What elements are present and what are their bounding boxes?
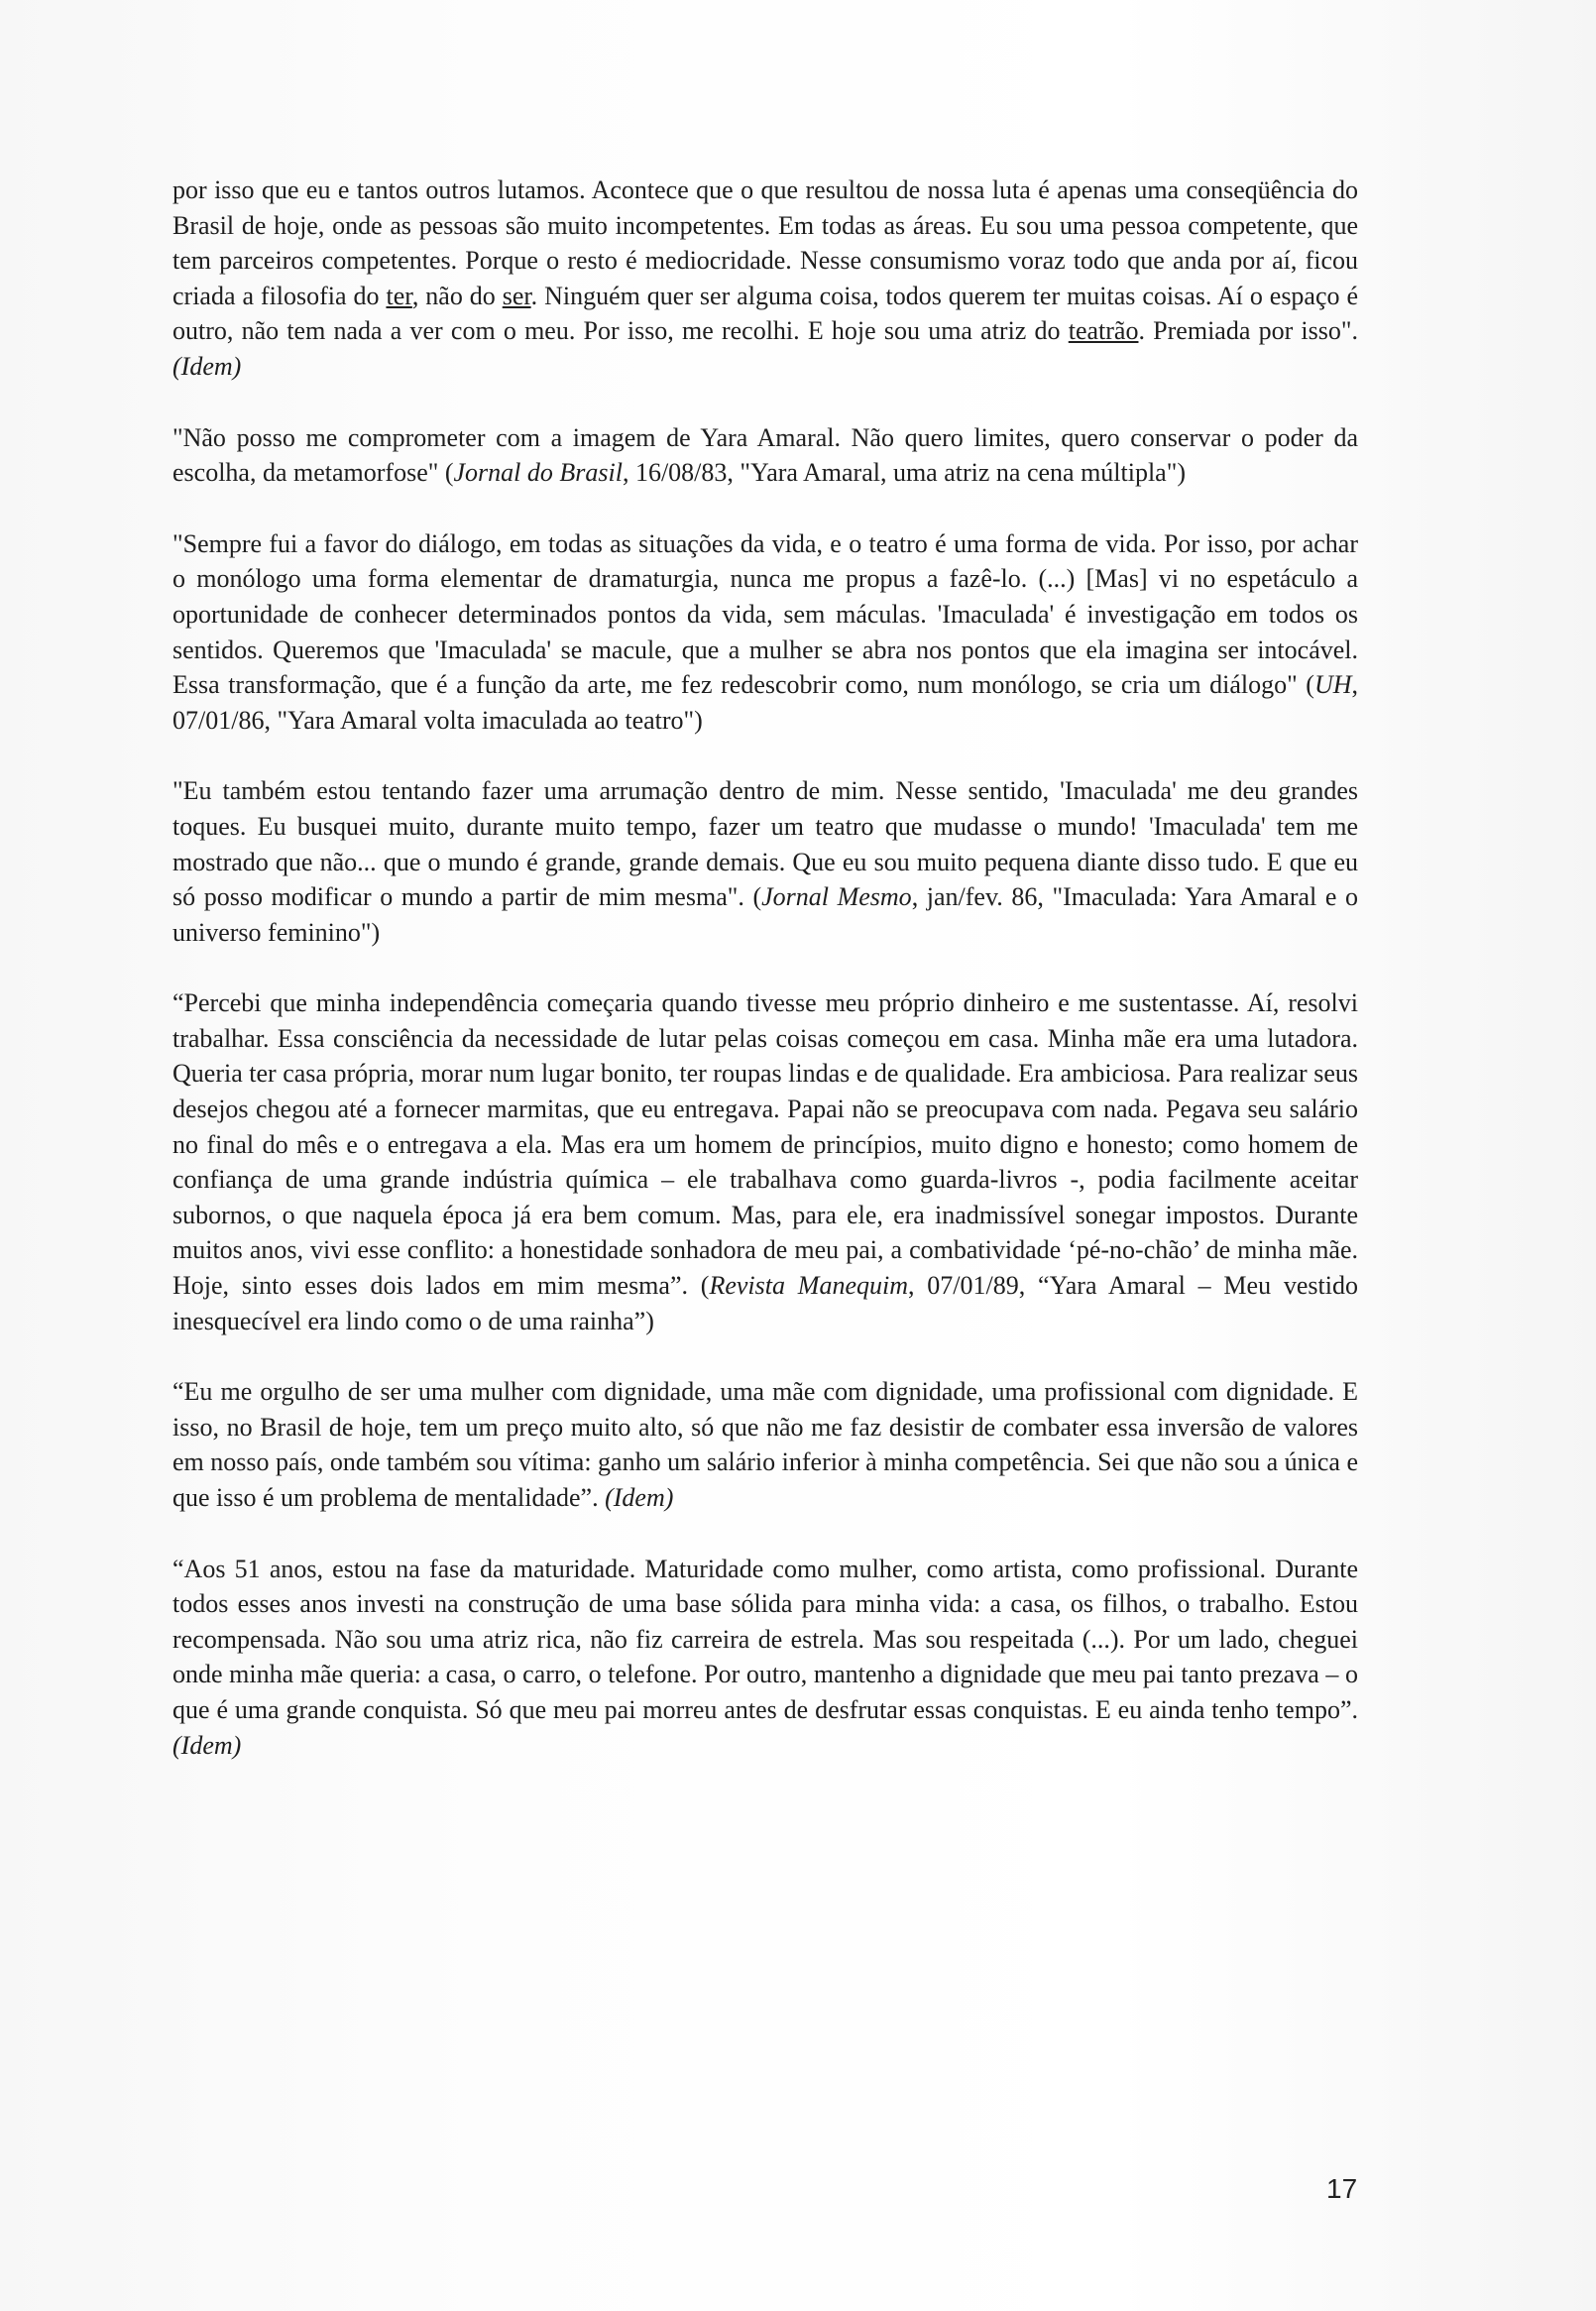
body-text: [172, 173, 1358, 1763]
citation-italic: Jornal do Brasil: [453, 458, 623, 488]
underlined-word: ser: [502, 281, 531, 310]
underlined-word: ter: [386, 281, 412, 310]
text-run: “Aos 51 anos, estou na fase da maturidade. Maturidade como mulher, como artista, como profissional. Durante todos esses anos investi na construção de uma base sólida para minha vida: a casa, os filhos, o trabalho. Estou recompensada. Não sou uma atriz rica, não fiz carreira de estrela. Mas sou respeitada (...). Por um lado, cheguei onde minha mãe queria: a casa, o carro, o telefone. Por outro, mantenho a dignidade que meu pai tanto prezava – o que é uma grande conquista. Só que meu pai morreu antes de desfrutar essas conquistas. E eu ainda tenho tempo”.: [172, 1554, 1358, 1724]
text-run: . Premiada por isso".: [1138, 316, 1358, 346]
citation-italic: (Idem): [172, 1730, 242, 1760]
paragraph: [172, 173, 1358, 385]
text-run: "Sempre fui a favor do diálogo, em todas as situações da vida, e o teatro é uma forma de vida. Por isso, por achar o monólogo uma forma elementar de dramaturgia, nunca me propus a fazê-lo. (...) [Mas] vi no espetáculo a oportunidade de conhecer determinados pontos da vida, sem máculas. 'Imaculada' é investigação em todos os sentidos. Queremos que 'Imaculada' se macule, que a mulher se abra nos pontos que ela imagina ser intocável. Essa transformação, que é a função da arte, me fez redescobrir como, num monólogo, se cria um diálogo" (: [172, 528, 1358, 700]
text-run: , 07/01/86, "Yara Amaral volta imaculada ao teatro"): [172, 670, 1358, 735]
text-run: , não do: [411, 281, 503, 310]
citation-italic: (Idem): [605, 1483, 674, 1512]
text-run: , 07/01/89, “Yara Amaral – Meu vestido inesquecível era lindo como o de uma rainha”): [172, 1271, 1358, 1335]
text-run: , 16/08/83, "Yara Amaral, uma atriz na cena múltipla"): [622, 458, 1186, 488]
text-run: “Percebi que minha independência começaria quando tivesse meu próprio dinheiro e me sustentasse. Aí, resolvi trabalhar. Essa consciência da necessidade de lutar pelas coisas começou em casa. Minha mãe era uma lutadora. Queria ter casa própria, morar num lugar bonito, ter roupas lindas e de qualidade. Era ambiciosa. Para realizar seus desejos chegou até a fornecer marmitas, que eu entregava. Papai não se preocupava com nada. Pegava seu salário no final do mês e o entregava a ela. Mas era um homem de princípios, muito digno e honesto; como homem de confiança de uma grande indústria química – ele trabalhava como guarda-livros -, podia facilmente aceitar subornos, o que naquela época já era bem comum. Mas, para ele, era inadmissível sonegar impostos. Durante muitos anos, vivi esse conflito: a honestidade sonhadora de meu pai, a combatividade ‘pé-no-chão’ de minha mãe. Hoje, sinto esses dois lados em mim mesma”. (: [172, 988, 1358, 1301]
paragraph: [172, 526, 1358, 739]
paragraph: [172, 773, 1358, 950]
paragraph: [172, 985, 1358, 1338]
text-run: "Não posso me comprometer com a imagem de Yara Amaral. Não quero limites, quero conservar o poder da escolha, da metamorfose" (: [172, 422, 1358, 488]
citation-italic: Jornal Mesmo: [761, 882, 912, 912]
paragraph: [172, 420, 1358, 491]
underlined-word: teatrão: [1068, 316, 1139, 346]
page-number: 17: [1326, 2173, 1358, 2204]
text-run: . Ninguém quer ser alguma coisa, todos querem ter muitas coisas. Aí o espaço é outro, não tem nada a ver com o meu. Por isso, me recolhi. E hoje sou uma atriz do: [172, 281, 1358, 346]
citation-italic: UH: [1313, 670, 1352, 700]
citation-italic: (Idem): [172, 351, 242, 381]
paragraph: [172, 1552, 1358, 1764]
text-run: por isso que eu e tantos outros lutamos. Acontece que o que resultou de nossa luta é apenas uma conseqüência do Brasil de hoje, onde as pessoas são muito incompetentes. Em todas as áreas. Eu sou uma pessoa competente, que tem parceiros competentes. Porque o resto é mediocridade. Nesse consumismo voraz todo que anda por aí, ficou criada a filosofia do: [172, 175, 1358, 310]
citation-italic: Revista Manequim: [709, 1271, 908, 1301]
text-run: "Eu também estou tentando fazer uma arrumação dentro de mim. Nesse sentido, 'Imaculada' me deu grandes toques. Eu busquei muito, durante muito tempo, fazer um teatro que mudasse o mundo! 'Imaculada' tem me mostrado que não... que o mundo é grande, grande demais. Que eu sou muito pequena diante disso tudo. E que eu só posso modificar o mundo a partir de mim mesma". (: [172, 776, 1358, 912]
text-run: “Eu me orgulho de ser uma mulher com dignidade, uma mãe com dignidade, uma profissional com dignidade. E isso, no Brasil de hoje, tem um preço muito alto, só que não me faz desistir de combater essa inversão de valores em nosso país, onde também sou vítima: ganho um salário inferior à minha competência. Sei que não sou a única e que isso é um problema de mentalidade”.: [172, 1377, 1358, 1512]
paragraph: [172, 1374, 1358, 1515]
text-run: , jan/fev. 86, "Imaculada: Yara Amaral e o universo feminino"): [172, 882, 1358, 947]
